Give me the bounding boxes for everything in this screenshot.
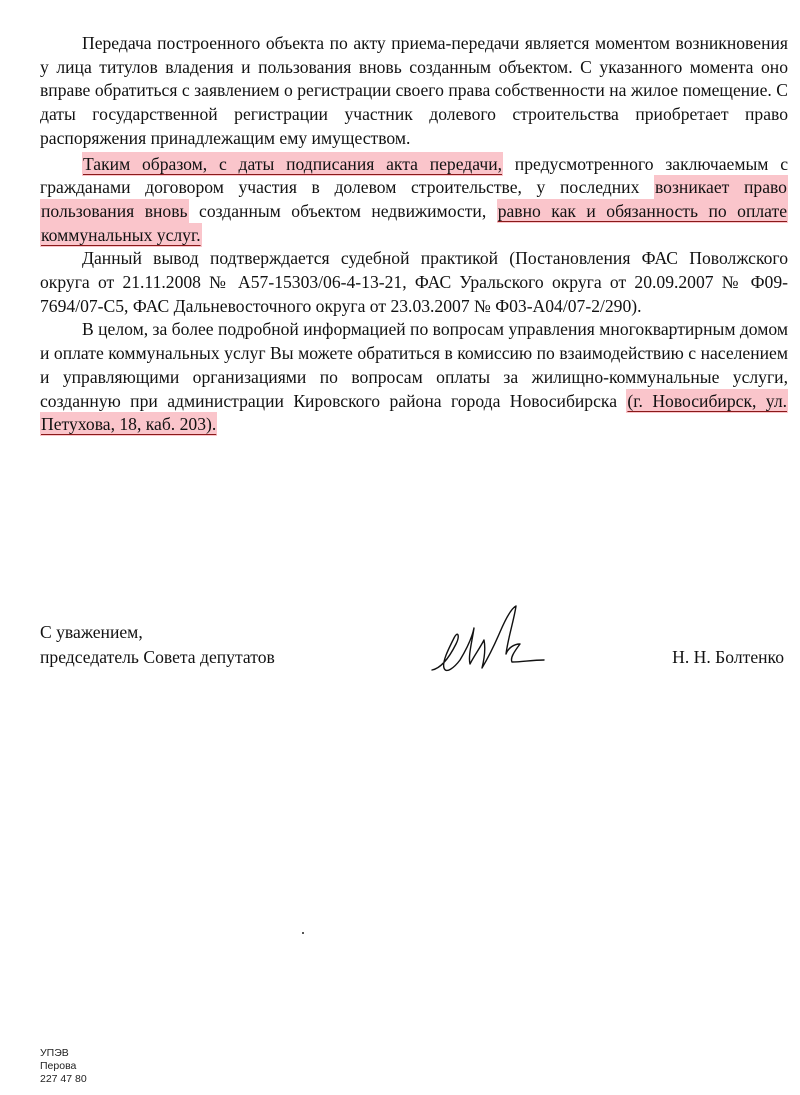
paragraph-4 [40, 318, 788, 437]
paragraph-3: Данный вывод подтверждается судебной практикой (Постановления ФАС Поволжского округа от 21.11.2008 № А57-15303/06-4-13-21, ФАС Уральского округа от 20.09.2007 № Ф09-7694/07-С5, ФАС Дальневосточного округа от 23.03.2007 № Ф03-А04/07-2/290). [40, 248, 788, 316]
handwritten-signature [428, 598, 548, 688]
paragraph-2-text-1: предусмотренного заключаемым с гражданами договором участия в долевом строительстве, у последних [40, 153, 789, 198]
footer-note [40, 1047, 87, 1086]
paragraph-1: Передача построенного объекта по акту приема-передачи является моментом возникновения у лица титулов владения и пользования вновь созданным объектом. С указанного момента оно вправе обратиться с заявлением о регистрации своего права собственности на жилое помещение. С даты государственной регистрации участник долевого строительства приобретает право распоряжения принадлежащим ему имуществом. [40, 33, 788, 148]
position-line: председатель Совета депутатов [40, 647, 275, 667]
letter-body [40, 32, 788, 437]
stray-dot [302, 932, 304, 934]
highlight-2: возникает право пользования вновь [41, 177, 787, 221]
paragraph-2-text-2: созданным объектом недвижимости, [188, 200, 497, 221]
highlight-3: равно как и обязанность по оплате коммунальных услуг. [41, 200, 787, 245]
footer-dept: УПЭВ [40, 1047, 69, 1059]
footer-author: Перова [40, 1060, 77, 1072]
highlight-address: (г. Новосибирск, ул. Петухова, 18, каб. 203). [41, 390, 787, 435]
paragraph-2 [40, 153, 788, 248]
highlight-1: Таким образом, с даты подписания акта передачи, [83, 153, 503, 174]
paragraph-4-text: В целом, за более подробной информацией по вопросам управления многоквартирным домом и оплате коммунальных услуг Вы можете обратиться в комиссию по взаимодействию с населением и управляющими организациями по вопросам оплаты за жилищно-коммунальные услуги, созданную при администрации Кировского района города Новосибирска [40, 319, 788, 411]
closing-line: С уважением, [40, 622, 143, 642]
signature-block [40, 620, 788, 690]
signatory-name: Н. Н. Болтенко [672, 647, 784, 667]
signature-title [40, 620, 275, 670]
footer-phone: 227 47 80 [40, 1073, 87, 1085]
